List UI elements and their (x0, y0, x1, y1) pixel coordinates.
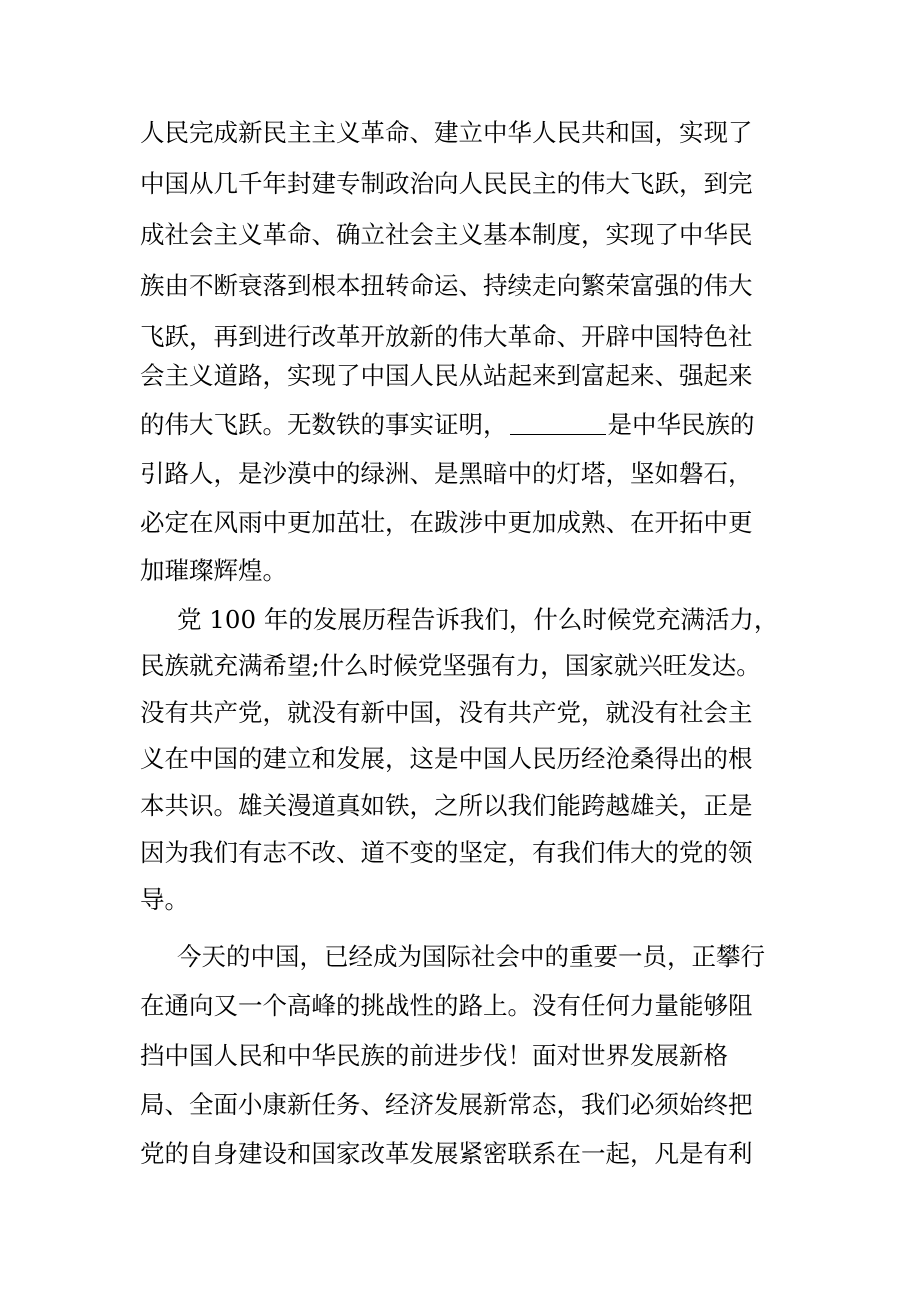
paragraph-1-line-2: 中国从几千年封建专制政治向人民民主的伟大飞跃，到完 (140, 169, 753, 198)
paragraph-1-line-7 (140, 405, 755, 445)
paragraph-2-line-2: 民族就充满希望;什么时候党坚强有力，国家就兴旺发达。 (140, 651, 761, 680)
paragraph-2-line-1: 党 100 年的发展历程告诉我们，什么时候党充满活力， (177, 605, 779, 634)
paragraph-3-line-1: 今天的中国，已经成为国际社会中的重要一员，正攀行 (177, 942, 765, 971)
paragraph-1-line-1: 人民完成新民主主义革命、建立中华人民共和国，实现了 (140, 118, 753, 147)
paragraph-2-line-5: 本共识。雄关漫道真如铁，之所以我们能跨越雄关，正是 (140, 791, 753, 820)
paragraph-2-line-3: 没有共产党，就没有新中国，没有共产党，就没有社会主 (140, 698, 753, 727)
paragraph-1-line-6: 会主义道路，实现了中国人民从站起来到富起来、强起来 (140, 361, 753, 390)
paragraph-3-line-4: 局、全面小康新任务、经济发展新常态，我们必须始终把 (140, 1090, 753, 1119)
paragraph-1-line-5: 飞跃，再到进行改革开放新的伟大革命、开辟中国特色社 (140, 322, 753, 351)
fill-in-blank (510, 408, 606, 435)
paragraph-1-line-10: 加璀璨辉煌。 (140, 556, 287, 585)
paragraph-2-line-7: 导。 (140, 885, 189, 914)
paragraph-1-line-3: 成社会主义革命、确立社会主义基本制度，实现了中华民 (140, 220, 753, 249)
paragraph-2-line-6: 因为我们有志不改、道不变的坚定，有我们伟大的党的领 (140, 838, 753, 867)
blank-line-after-text: 是中华民族的 (607, 410, 755, 439)
paragraph-1-line-4: 族由不断衰落到根本扭转命运、持续走向繁荣富强的伟大 (140, 271, 753, 300)
paragraph-1-line-9: 必定在风雨中更加茁壮，在跋涉中更加成熟、在开拓中更 (140, 508, 753, 537)
paragraph-1-line-8: 引路人，是沙漠中的绿洲、是黑暗中的灯塔，坚如磐石， (140, 459, 753, 488)
paragraph-3-line-2: 在通向又一个高峰的挑战性的路上。没有任何力量能够阻 (140, 991, 753, 1020)
paragraph-3-line-3: 挡中国人民和中华民族的前进步伐！面对世界发展新格 (140, 1041, 728, 1070)
paragraph-2-line-4: 义在中国的建立和发展，这是中国人民历经沧桑得出的根 (140, 744, 753, 773)
paragraph-3-line-5: 党的自身建设和国家改革发展紧密联系在一起，凡是有利 (140, 1139, 753, 1168)
blank-line-before-text: 的伟大飞跃。无数铁的事实证明， (140, 410, 508, 439)
